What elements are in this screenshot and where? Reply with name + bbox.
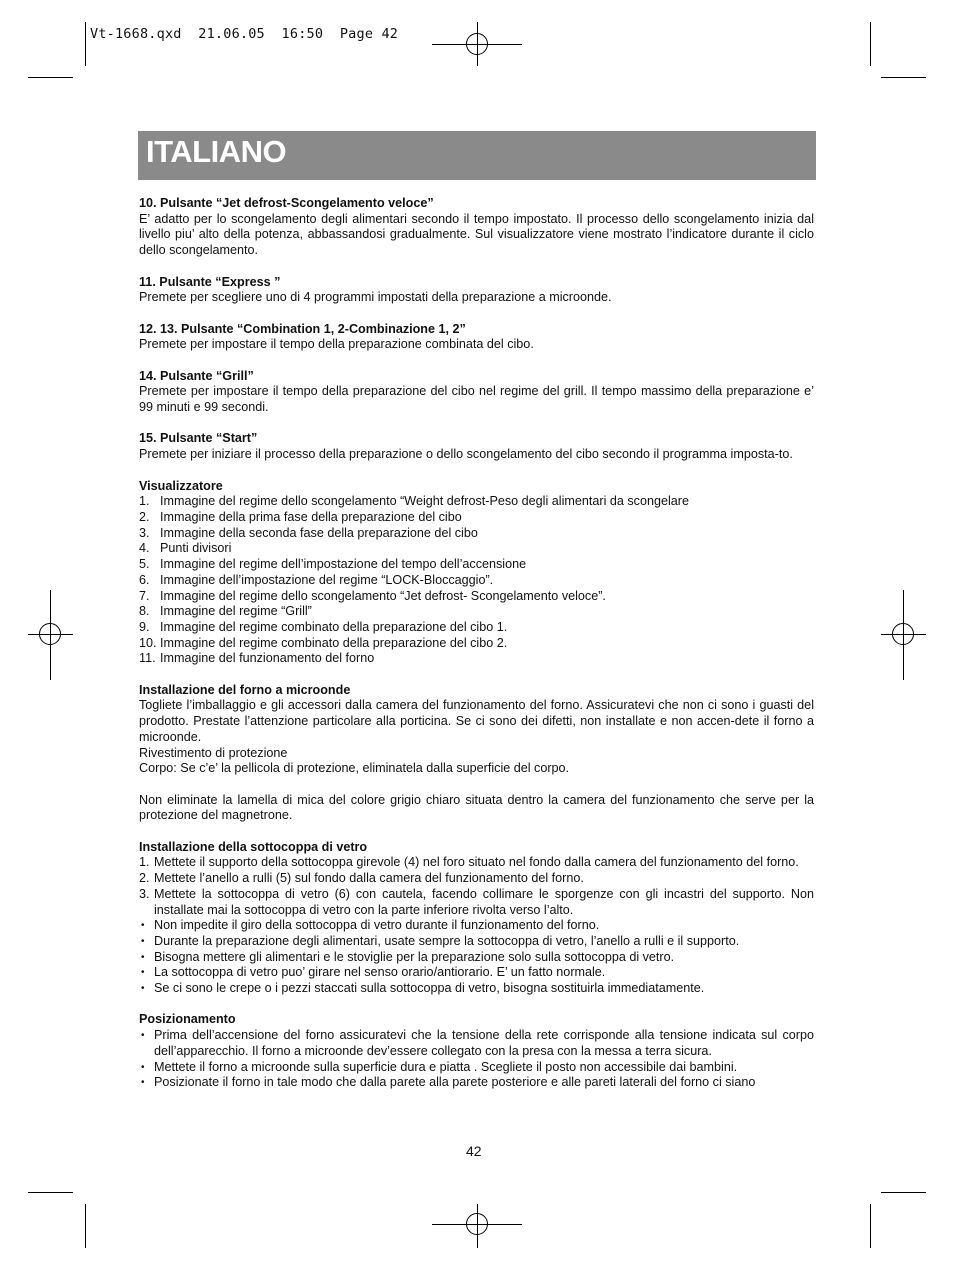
main-content bbox=[139, 196, 814, 1091]
list-item: 2. Mettete l’anello a rulli (5) sul fondo dalla camera del funzionamento del forno. bbox=[139, 871, 584, 886]
display-list bbox=[139, 494, 814, 667]
section-heading-12: 12. 13. Pulsante “Combination 1, 2-Combinazione 1, 2” bbox=[139, 321, 466, 336]
section-text-14: Premete per impostare il tempo della preparazione del cibo nel regime del grill. Il tempo massimo della preparazione e’ 99 minuti e 99 secondi. bbox=[139, 384, 814, 415]
install-paragraph: Rivestimento di protezione bbox=[139, 745, 288, 760]
bullet-icon: • bbox=[141, 967, 145, 979]
position-heading: Posizionamento bbox=[139, 1012, 236, 1027]
tray-steps bbox=[139, 855, 814, 918]
list-item: 3. Immagine della seconda fase della preparazione del cibo bbox=[139, 525, 478, 540]
list-item: 1. Immagine del regime dello scongelamento “Weight defrost-Peso degli alimentari da scongelare bbox=[139, 494, 689, 509]
bullet-icon: • bbox=[141, 983, 145, 995]
bullet-icon: • bbox=[141, 920, 145, 932]
list-item: • Prima dell’accensione del forno assicuratevi che la tensione della rete corrisponde alla tensione indicata sul corpo dell’apparecchio. Il forno a microonde dev’essere collegato con la presa con la messa a terra sicura. bbox=[141, 1028, 814, 1058]
tray-heading: Installazione della sottocoppa di vetro bbox=[139, 839, 368, 854]
bullet-icon: • bbox=[141, 951, 145, 963]
list-item: 8. Immagine del regime “Grill” bbox=[139, 604, 312, 619]
list-item: 9. Immagine del regime combinato della preparazione del cibo 1. bbox=[139, 619, 508, 634]
display-heading: Visualizzatore bbox=[139, 478, 223, 493]
page-number: 42 bbox=[466, 1143, 482, 1159]
section-heading-10: 10. Pulsante “Jet defrost-Scongelamento veloce” bbox=[139, 196, 434, 210]
banner-title: ITALIANO bbox=[146, 134, 287, 169]
section-heading-11: 11. Pulsante “Express ” bbox=[139, 274, 281, 289]
list-item: • Non impedite il giro della sottocoppa di vetro durante il funzionamento del forno. bbox=[141, 918, 600, 933]
section-text-15: Premete per iniziare il processo della preparazione o dello scongelamento del cibo secondo il programma imposta-to. bbox=[139, 447, 793, 462]
list-item: 7. Immagine del regime dello scongelamento “Jet defrost- Scongelamento veloce”. bbox=[139, 588, 606, 603]
install-heading: Installazione del forno a microonde bbox=[139, 682, 351, 697]
list-item: 3. Mettete la sottocoppa di vetro (6) con cautela, facendo collimare le sporgenze con gli incastri del supporto. Non installate mai la sottocoppa di vetro con la parte inferiore rivolta verso l’alto. bbox=[139, 886, 814, 917]
bullet-icon: • bbox=[141, 1061, 145, 1073]
list-item: • Bisogna mettere gli alimentari e le stoviglie per la preparazione solo sulla sottocoppa di vetro. bbox=[141, 949, 675, 964]
section-text-12: Premete per impostare il tempo della preparazione combinata del cibo. bbox=[139, 337, 534, 352]
list-item: 11. Immagine del funzionamento del forno bbox=[139, 651, 375, 666]
list-item: • Se ci sono le crepe o i pezzi staccati sulla sottocoppa di vetro, bisogna sostituirla immediatamente. bbox=[141, 981, 705, 996]
section-heading-14: 14. Pulsante “Grill” bbox=[139, 368, 254, 383]
section-text-11: Premete per scegliere uno di 4 programmi impostati della preparazione a microonde. bbox=[139, 290, 612, 305]
section-heading-15: 15. Pulsante “Start” bbox=[139, 431, 258, 446]
list-item: • La sottocoppa di vetro puo’ girare nel senso orario/antiorario. E’ un fatto normale. bbox=[141, 965, 606, 980]
list-item: 6. Immagine dell’impostazione del regime “LOCK-Bloccaggio”. bbox=[139, 572, 494, 587]
section-text-10: E’ adatto per lo scongelamento degli alimentari secondo il tempo impostato. Il processo dello scongelamento inizia dal livello piu’ alto della potenza, abbassandosi gradualmente. Sul visualizzatore viene mostrato l’indicatore durante il ciclo dello scongelamento. bbox=[139, 211, 814, 258]
bullet-icon: • bbox=[141, 935, 145, 947]
list-item: 1. Mettete il supporto della sottocoppa girevole (4) nel foro situato nel fondo dalla camera del funzionamento del forno. bbox=[139, 855, 799, 870]
list-item: 4. Punti divisori bbox=[139, 541, 232, 556]
tray-bullets bbox=[139, 918, 814, 997]
list-item: • Posizionate il forno in tale modo che dalla parete alla parete posteriore e alle pareti laterali del forno ci siano bbox=[141, 1075, 756, 1090]
list-item: 5. Immagine del regime dell’impostazione del tempo dell’accensione bbox=[139, 557, 527, 572]
list-item: 10. Immagine del regime combinato della preparazione del cibo 2. bbox=[139, 635, 508, 650]
file-slug: Vt-1668.qxd 21.06.05 16:50 Page 42 bbox=[90, 26, 399, 42]
install-paragraph: Corpo: Se c’e’ la pellicola di protezione, eliminatela dalla superficie del corpo. bbox=[139, 761, 570, 776]
language-banner bbox=[138, 131, 816, 180]
install-paragraph: Togliete l’imballaggio e gli accessori dalla camera del funzionamento del forno. Assicuratevi che non ci sono i guasti del prodotto. Prestate l’attenzione particolare alla porticina. Se ci sono dei difetti, non installate e non accen-dete il forno a microonde. bbox=[139, 698, 814, 744]
position-bullets bbox=[139, 1028, 814, 1091]
bullet-icon: • bbox=[141, 1030, 145, 1042]
list-item: • Mettete il forno a microonde sulla superficie dura e piatta . Scegliete il posto non accessibile dai bambini. bbox=[141, 1059, 738, 1074]
list-item: 2. Immagine della prima fase della preparazione del cibo bbox=[139, 509, 462, 524]
install-paragraph: Non eliminate la lamella di mica del colore grigio chiaro situata dentro la camera del funzionamento che serve per la protezione del magnetrone. bbox=[139, 792, 814, 823]
bullet-icon: • bbox=[141, 1077, 145, 1089]
list-item: • Durante la preparazione degli alimentari, usate sempre la sottocoppa di vetro, l’anello a rulli e il supporto. bbox=[141, 933, 740, 948]
